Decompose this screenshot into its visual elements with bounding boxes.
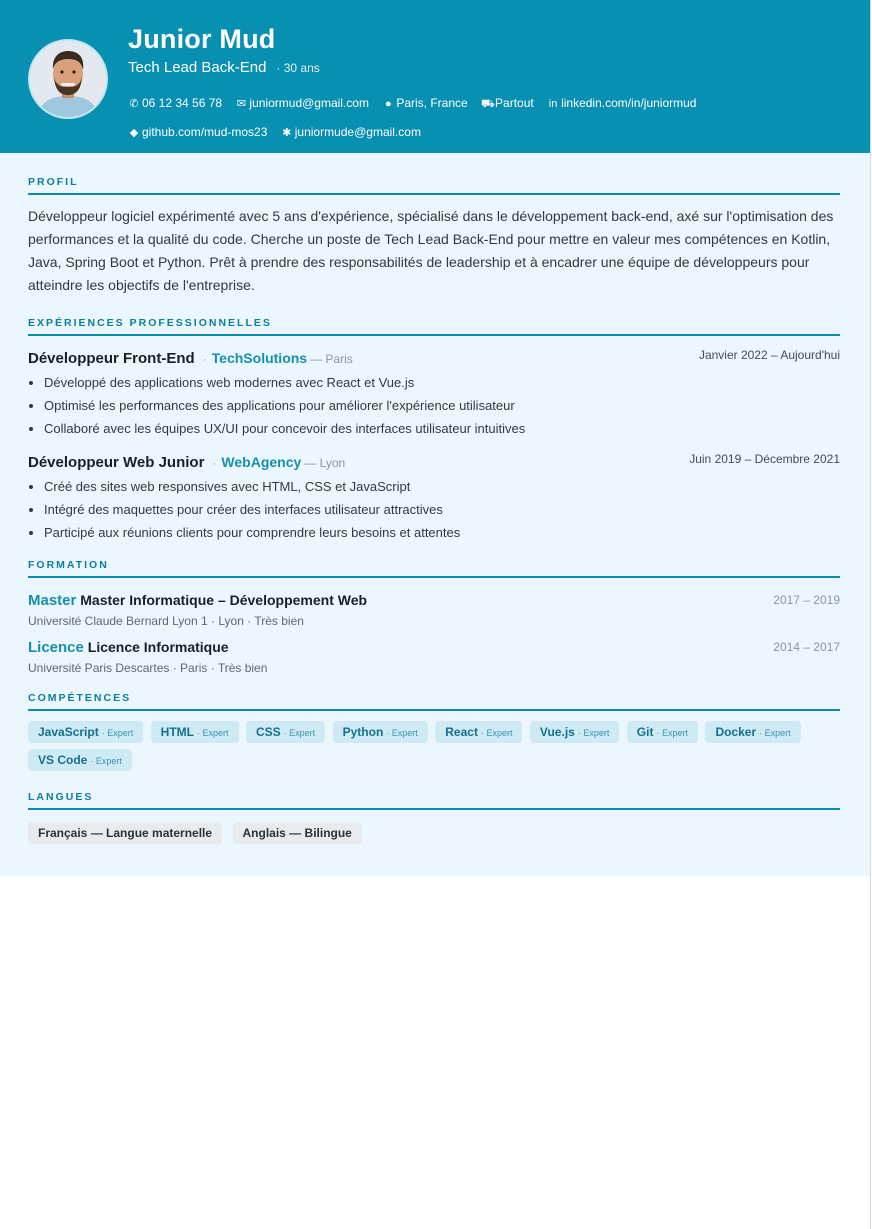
skill-chip: VS Code · Expert (28, 749, 132, 771)
job-dates: Janvier 2022 – Aujourd'hui (698, 348, 840, 362)
section-experience (28, 317, 840, 544)
candidate-age: · 30 ans (276, 61, 320, 75)
education-title: Licence Informatique (87, 639, 229, 655)
education-school: Université Claude Bernard Lyon 1 · Lyon · Très bien (28, 614, 304, 628)
education-header (28, 590, 840, 611)
job-separator: · (202, 352, 207, 366)
job-bullet: • Créé des sites web responsives avec HTML, CSS et JavaScript (44, 475, 840, 498)
job-city: — Paris (310, 352, 353, 366)
job-bullet: • Participé aux réunions clients pour comprendre leurs besoins et attentes (44, 521, 840, 544)
avatar (28, 39, 108, 119)
job-entry (28, 348, 840, 440)
language-list (28, 822, 840, 844)
job-bullet: • Collaboré avec les équipes UX/UI pour concevoir des interfaces utilisateur intuitives (44, 417, 840, 440)
profile-summary: Développeur logiciel expérimenté avec 5 ans d'expérience, spécialisé dans le développement back-end, axé sur l'optimisation des performances et la qualité du code. Cherche un poste de Tech Lead Back-End pour mettre en valeur mes compétences en Kotlin, Java, Spring Boot et Python. Prêt à prendre des responsabilités de leadership et à encadrer une équipe de développeurs pour atteindre les objectifs de l'entreprise. (28, 208, 834, 293)
job-company: WebAgency (221, 454, 302, 470)
car-icon: ⛟ (481, 98, 495, 110)
job-bullets (28, 475, 840, 544)
job-separator: · (212, 456, 217, 470)
job-title: Développeur Web Junior (28, 454, 205, 471)
job-bullet: • Intégré des maquettes pour créer des interfaces utilisateur attractives (44, 498, 840, 521)
contact-phone[interactable]: ✆ 06 12 34 56 78 (128, 89, 222, 118)
contact-list (128, 89, 858, 147)
section-title-skills: COMPÉTENCES (28, 692, 840, 711)
phone-icon: ✆ (129, 98, 139, 110)
job-entry (28, 452, 840, 544)
section-languages (28, 791, 840, 844)
skill-chip: CSS · Expert (246, 721, 325, 743)
location-icon: ● (385, 98, 392, 110)
contact-email[interactable]: ✉ juniormud@gmail.com (235, 89, 369, 118)
contact-location: ● Paris, France (382, 89, 467, 118)
skill-chip: Git · Expert (627, 721, 698, 743)
job-title: Développeur Front-End (28, 350, 195, 367)
job-dates: Juin 2019 – Décembre 2021 (689, 452, 840, 466)
education-school: Université Paris Descartes · Paris · Très bien (28, 661, 268, 675)
mail-icon: ✉ (236, 98, 247, 110)
section-title-languages: LANGUES (28, 791, 840, 810)
github-icon: ◆ (129, 127, 139, 139)
education-dates: 2014 – 2017 (773, 640, 840, 654)
job-city: — Lyon (304, 456, 346, 470)
education-dates: 2017 – 2019 (773, 593, 840, 607)
job-bullet: • Développé des applications web modernes avec React et Vue.js (44, 371, 840, 394)
education-entry (28, 590, 840, 631)
candidate-name: Junior Mud (128, 24, 276, 54)
skill-chip: Vue.js · Expert (530, 721, 619, 743)
job-company: TechSolutions (211, 350, 308, 366)
education-header (28, 637, 840, 658)
language-chip: Français — Langue maternelle (28, 822, 222, 844)
section-profile (28, 176, 840, 297)
section-title-education: FORMATION (28, 559, 840, 578)
language-chip: Anglais — Bilingue (233, 822, 362, 844)
job-bullet: • Optimisé les performances des applications pour améliorer l'expérience utilisateur (44, 394, 840, 417)
education-degree: Licence (28, 639, 84, 656)
education-degree: Master (28, 592, 77, 609)
skill-chip: HTML · Expert (151, 721, 239, 743)
contact-mobility: ⛟Partout (481, 89, 534, 118)
asterisk-icon: ✱ (282, 127, 292, 139)
profile-photo (30, 41, 106, 117)
linkedin-icon: in (548, 98, 558, 110)
skill-chip: JavaScript · Expert (28, 721, 143, 743)
cv-body (0, 153, 870, 876)
contact-secondary-email[interactable]: ✱ juniormude@gmail.com (281, 118, 421, 147)
section-skills (28, 692, 840, 777)
section-title-experience: EXPÉRIENCES PROFESSIONNELLES (28, 317, 840, 336)
education-entry (28, 637, 840, 678)
education-title: Master Informatique – Développement Web (80, 592, 368, 608)
skill-list (28, 721, 840, 777)
skill-chip: Python · Expert (333, 721, 428, 743)
cv-header (0, 0, 870, 153)
job-title-headline (128, 59, 320, 76)
section-title-profile: PROFIL (28, 176, 840, 195)
contact-linkedin[interactable]: in linkedin.com/in/juniormud (547, 89, 696, 118)
skill-chip: Docker · Expert (705, 721, 800, 743)
contact-github[interactable]: ◆ github.com/mud-mos23 (128, 118, 267, 147)
skill-chip: React · Expert (435, 721, 522, 743)
job-bullets (28, 371, 840, 440)
headline-title: Tech Lead Back-End (128, 59, 267, 76)
section-education (28, 559, 840, 678)
